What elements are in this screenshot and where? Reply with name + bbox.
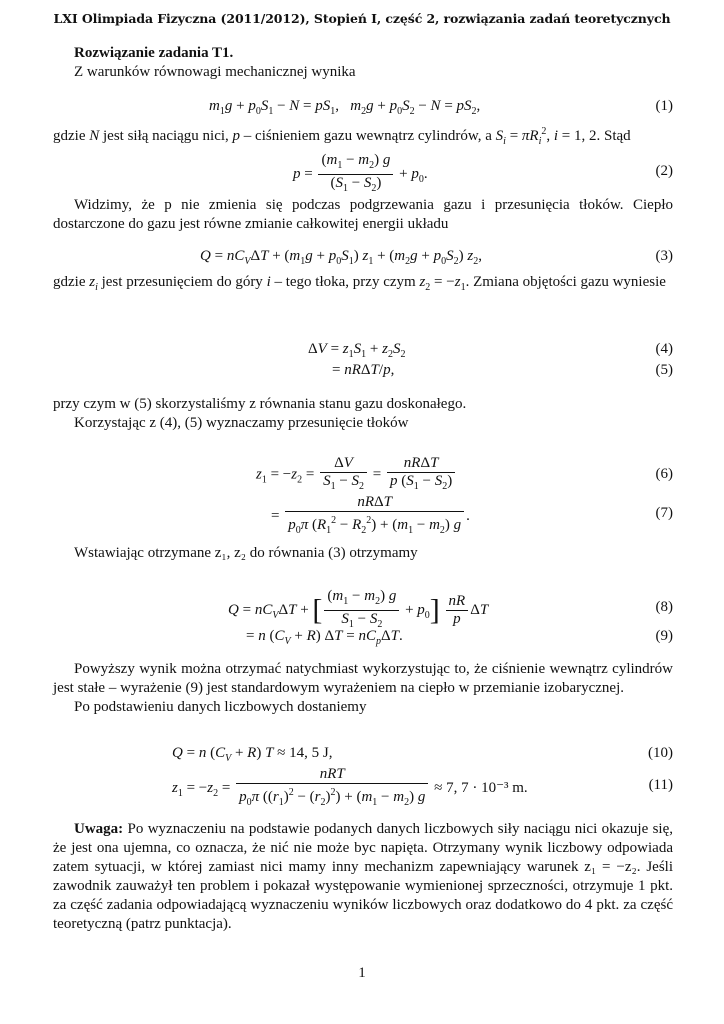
equation-number: (1) <box>655 98 673 114</box>
paragraph-displacement: gdzie $z_i$ jest przesunięciem do góry i – tego tłoka, przy czym $z_2 = -z_1$. Zmiana objętości gazu wyniesie <box>53 274 666 293</box>
paragraph-state: przy czym w (5) skorzystaliśmy z równania stanu gazu doskonałego. Korzystając z (4), (5) wyznaczamy przesunięcie tłoków <box>53 396 467 431</box>
paragraph-heat: Widzimy, że p nie zmienia się podczas podgrzewania gazu i przesunięcia tłoków. Ciepło dostarczone do gazu jest równe zmianie całkowitej energii układu <box>53 197 673 232</box>
equation-number: (8) <box>655 599 673 615</box>
paragraph-isobaric: Powyższy wynik można otrzymać natychmiast wykorzystując to, że ciśnienie wewnątrz cylindrów jest stałe – wyrażenie (9) jest standardowym wyrażeniem na ciepło w przemianie izobarycznej. Po podstawieniu danych liczbowych dostaniemy <box>53 661 673 715</box>
paragraph-insert: Wstawiając otrzymane z₁, z₂ do równania (3) otrzymamy <box>74 545 418 561</box>
equation-number: (2) <box>655 163 673 179</box>
equation-number: (7) <box>655 505 673 521</box>
note-text: Po wyznaczeniu na podstawie podanych danych liczbowych siły naciągu nici okazuje się, że jest ona ujemna, co oznacza, że nić nie może byc napięta. Otrzymany wynik liczbowy odpowiada zatem sytuacji, w której zamiast nici mamy inny mechanizm zapewniający warunek z₁ = −z₂. Jeśli zawodnik zauważył ten problem i pokazał występowanie wymienionej sprzeczności, otrzymuje 1 pkt. za część zadania odpowiadającą wyznaczeniu wyników liczbowych oraz dodatkowo do 4 pkt. za część teoretyczną (patrz punktacja). <box>53 821 673 932</box>
note-paragraph <box>53 820 673 934</box>
equation-5: = nRΔT/p, (5) <box>332 362 673 378</box>
paragraph-definitions: gdzie N jest siłą naciągu nici, p – ciśnieniem gazu wewnątrz cylindrów, a $S_i = \pi R_i^2$, i = 1, 2. Stąd <box>53 126 631 147</box>
equation-number: (3) <box>655 248 673 264</box>
equation-1: $m_1g + p_0S_1 - N = pS_1$, $m_2g + p_0S_2 - N = pS_2$, (1) <box>209 98 673 117</box>
equation-number: (11) <box>648 777 673 793</box>
equation-3: $Q = nC_V\Delta T + (m_1g + p_0S_1) z_1 + (m_2g + p_0S_2)$ $z_2$, (3) <box>200 248 673 267</box>
equation-number: (10) <box>648 745 673 761</box>
equation-7: = $\frac{\text{nRΔT}}{p_0\pi (R_1^2 - R_2^2) + (m_1 - m_2) g}$ . (7) <box>53 494 673 534</box>
equation-number: (6) <box>655 466 673 482</box>
section-title: Rozwiązanie zadania T1. <box>74 45 234 61</box>
equation-8: $Q = nC_V\Delta T$ + [ $\frac{(m_1 - m_2) g}{S_1 - S_2}$ + $p_0$] $\frac{nR}{p}$ ΔT (8) <box>53 588 673 628</box>
equation-number: (5) <box>655 362 673 378</box>
page-number: 1 <box>358 965 366 981</box>
equation-number: (9) <box>655 628 673 644</box>
intro-block <box>53 44 673 82</box>
equation-4: $\Delta V = z_1S_1 + z_2S_2$ (4) <box>308 341 673 360</box>
equation-2: p = $\frac{(m_1 - m_2) g}{(S_1 - S_2)}$ + $p_0$. (2) <box>53 152 673 192</box>
equation-11: $z_1 = -z_2$ = $\frac{\text{nRT}}{p_0\pi ((r_1)^2 - (r_2)^2) + (m_1 - m_2) g}$ ≈ 7, 7 · 10⁻³ m. (11) <box>53 766 673 806</box>
note-label: Uwaga: <box>74 821 124 837</box>
equation-9: = n $(C_V + R) \Delta T = nC_p\Delta T$. (9) <box>246 628 673 647</box>
page-header: LXI Olimpiada Fizyczna (2011/2012), Stopień I, część 2, rozwiązania zadań teoretycznych <box>53 11 671 26</box>
equation-10: Q = n $(C_V + R) T \approx 14$, 5 J, (10) <box>172 745 673 764</box>
equation-6: $z_1 = -z_2$ = $\frac{\Delta V}{S_1 - S_2}$ = $\frac{\text{nRΔT}}{p (S_1 - S_2)}$ (6) <box>53 455 673 495</box>
equation-number: (4) <box>655 341 673 357</box>
paragraph-intro: Z warunków równowagi mechanicznej wynika <box>74 64 356 80</box>
